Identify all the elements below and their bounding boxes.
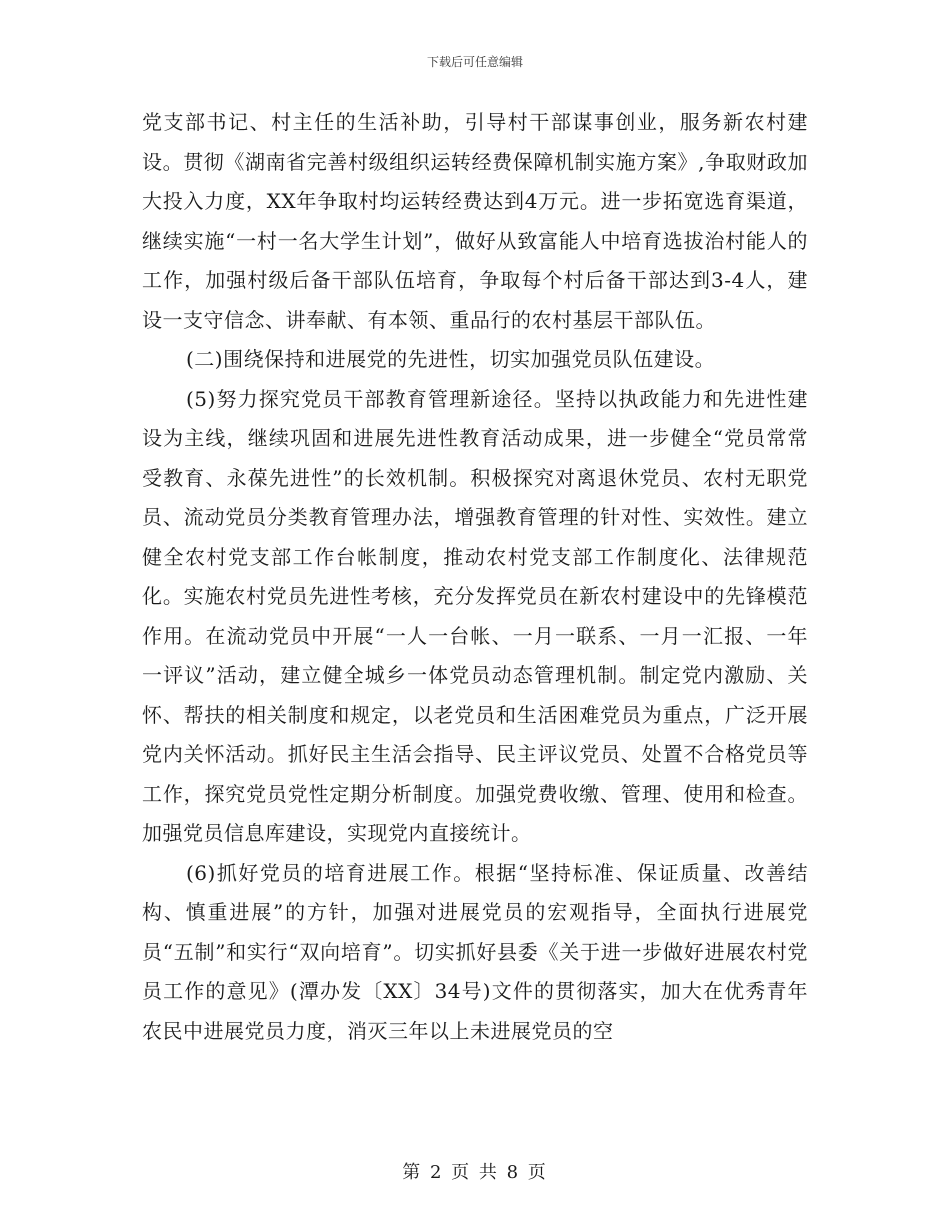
- paragraph-item-5: (5)努力探究党员干部教育管理新途径。坚持以执政能力和先进性建设为主线，继续巩固和进展先进性教育活动成果，进一步健全“党员常常受教育、永葆先进性”的长效机制。积极探究对离退休党员、农村无职党员、流动党员分类教育管理办法，增强教育管理的针对性、实效性。建立健全农村党支部工作台帐制度，推动农村党支部工作制度化、法律规范化。实施农村党员先进性考核，充分发挥党员在新农村建设中的先锋模范作用。在流动党员中开展“一人一台帐、一月一联系、一月一汇报、一年一评议”活动，建立健全城乡一体党员动态管理机制。制定党内激励、关怀、帮扶的相关制度和规定，以老党员和生活困难党员为重点，广泛开展党内关怀活动。抓好民主生活会指导、民主评议党员、处置不合格党员等工作，探究党员党性定期分析制度。加强党费收缴、管理、使用和检查。加强党员信息库建设，实现党内直接统计。: [142, 386, 808, 845]
- page-number-footer: 第 2 页 共 8 页: [402, 1162, 548, 1183]
- section-heading-two: (二)围绕保持和进展党的先进性，切实加强党员队伍建设。: [186, 347, 716, 371]
- paragraph-continuation: 党支部书记、村主任的生活补助，引导村干部谋事创业，服务新农村建设。贯彻《湖南省完善村级组织运转经费保障机制实施方案》,争取财政加大投入力度，XX年争取村均运转经费达到4万元。进一步拓宽选育渠道，继续实施“一村一名大学生计划”，做好从致富能人中培育选拔治村能人的工作，加强村级后备干部队伍培育，争取每个村后备干部达到3-4人，建设一支守信念、讲奉献、有本领、重品行的农村基层干部队伍。: [142, 110, 808, 332]
- document-body: [142, 103, 808, 1051]
- paragraph-item-6: (6)抓好党员的培育进展工作。根据“坚持标准、保证质量、改善结构、慎重进展”的方针，加强对进展党员的宏观指导，全面执行进展党员“五制”和实行“双向培育”。切实抓好县委《关于进一步做好进展农村党员工作的意见》(潭办发〔XX〕34号)文件的贯彻落实，加大在优秀青年农民中进展党员力度，消灭三年以上未进展党员的空: [142, 860, 808, 1043]
- page-header-note: 下载后可任意编辑: [426, 55, 523, 69]
